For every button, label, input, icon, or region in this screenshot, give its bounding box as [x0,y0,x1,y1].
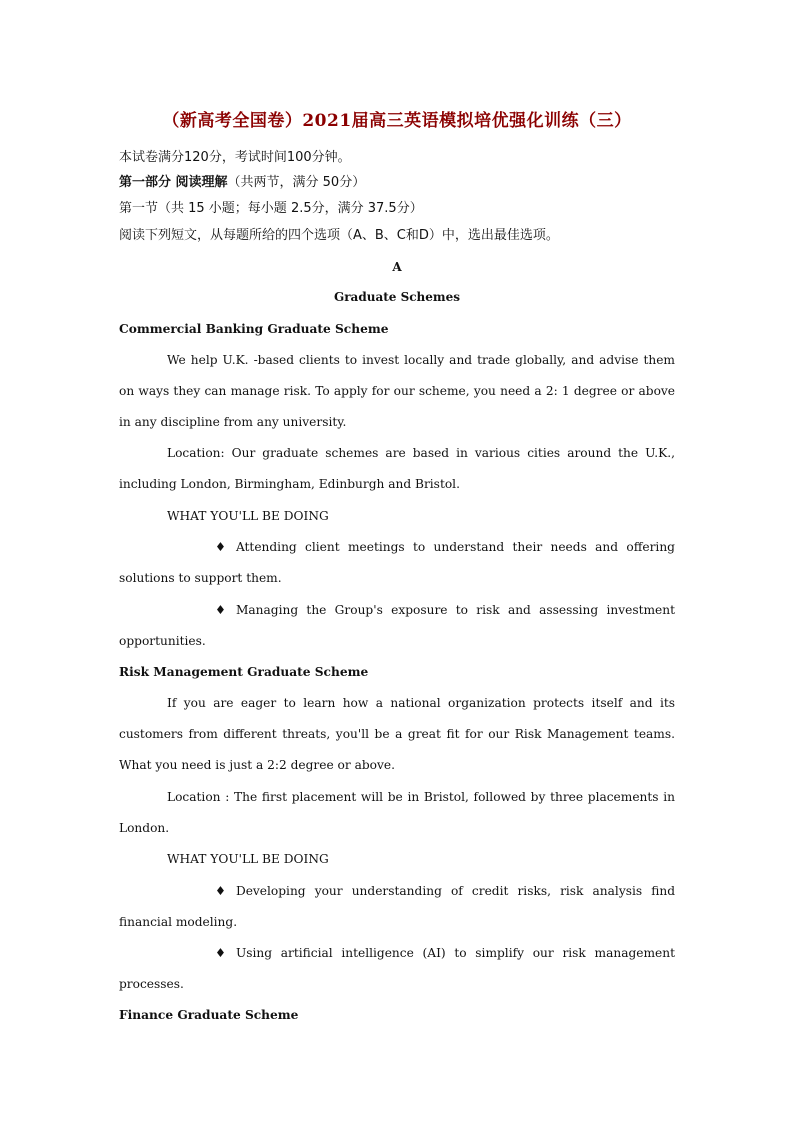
bullet-item [119,595,675,657]
scheme-heading-risk: Risk Management Graduate Scheme [119,665,369,679]
diamond-bullet-icon: ♦ [215,946,226,960]
scheme-description: We help U.K. -based clients to invest locally and trade globally, and advise them on ways they can manage risk. To apply for our scheme, you need a 2: 1 degree or above in any discipline from any university. [119,353,675,430]
doing-heading: WHAT YOU'LL BE DOING [167,509,329,523]
bullet-item [119,876,675,938]
part-label: 第一部分 阅读理解 [119,175,228,190]
scheme-location: Location: Our graduate schemes are based in various cities around the U.K., including London, Birmingham, Edinburgh and Bristol. [119,446,675,492]
bullet-item [119,938,675,1000]
diamond-bullet-icon: ♦ [215,540,226,554]
scheme-description: If you are eager to learn how a national organization protects itself and its customers from different threats, you'll be a great fit for our Risk Management teams. What you need is just a 2:2 degree or above. [119,696,675,773]
bullet-text: Attending client meetings to understand their needs and offering solutions to support them. [119,540,675,586]
bullet-item [119,532,675,594]
part-header [119,171,365,190]
bullet-text: Managing the Group's exposure to risk and assessing investment opportunities. [119,603,675,649]
bullet-text: Using artificial intelligence (AI) to simplify our risk management processes. [119,946,675,992]
scheme-heading-commercial: Commercial Banking Graduate Scheme [119,322,389,336]
instruction-text: 阅读下列短文，从每题所给的四个选项（A、B、C和D）中，选出最佳选项。 [119,228,559,243]
passage-letter: A [392,260,402,274]
scheme-heading-finance: Finance Graduate Scheme [119,1008,299,1022]
part-detail: （共两节，满分 50分） [227,175,366,190]
diamond-bullet-icon: ♦ [215,884,226,898]
doing-heading: WHAT YOU'LL BE DOING [167,852,329,866]
intro-line-score: 本试卷满分120分，考试时间100分钟。 [119,150,351,165]
passage-title: Graduate Schemes [333,290,460,304]
document-title: （新高考全国卷）2021届高三英语模拟培优强化训练（三） [162,111,632,131]
bullet-text: Developing your understanding of credit risks, risk analysis find financial modeling. [119,884,675,930]
scheme-location: Location : The first placement will be in Bristol, followed by three placements in London. [119,790,675,836]
diamond-bullet-icon: ♦ [215,603,226,617]
section-header: 第一节（共 15 小题；每小题 2.5分，满分 37.5分） [119,201,423,216]
